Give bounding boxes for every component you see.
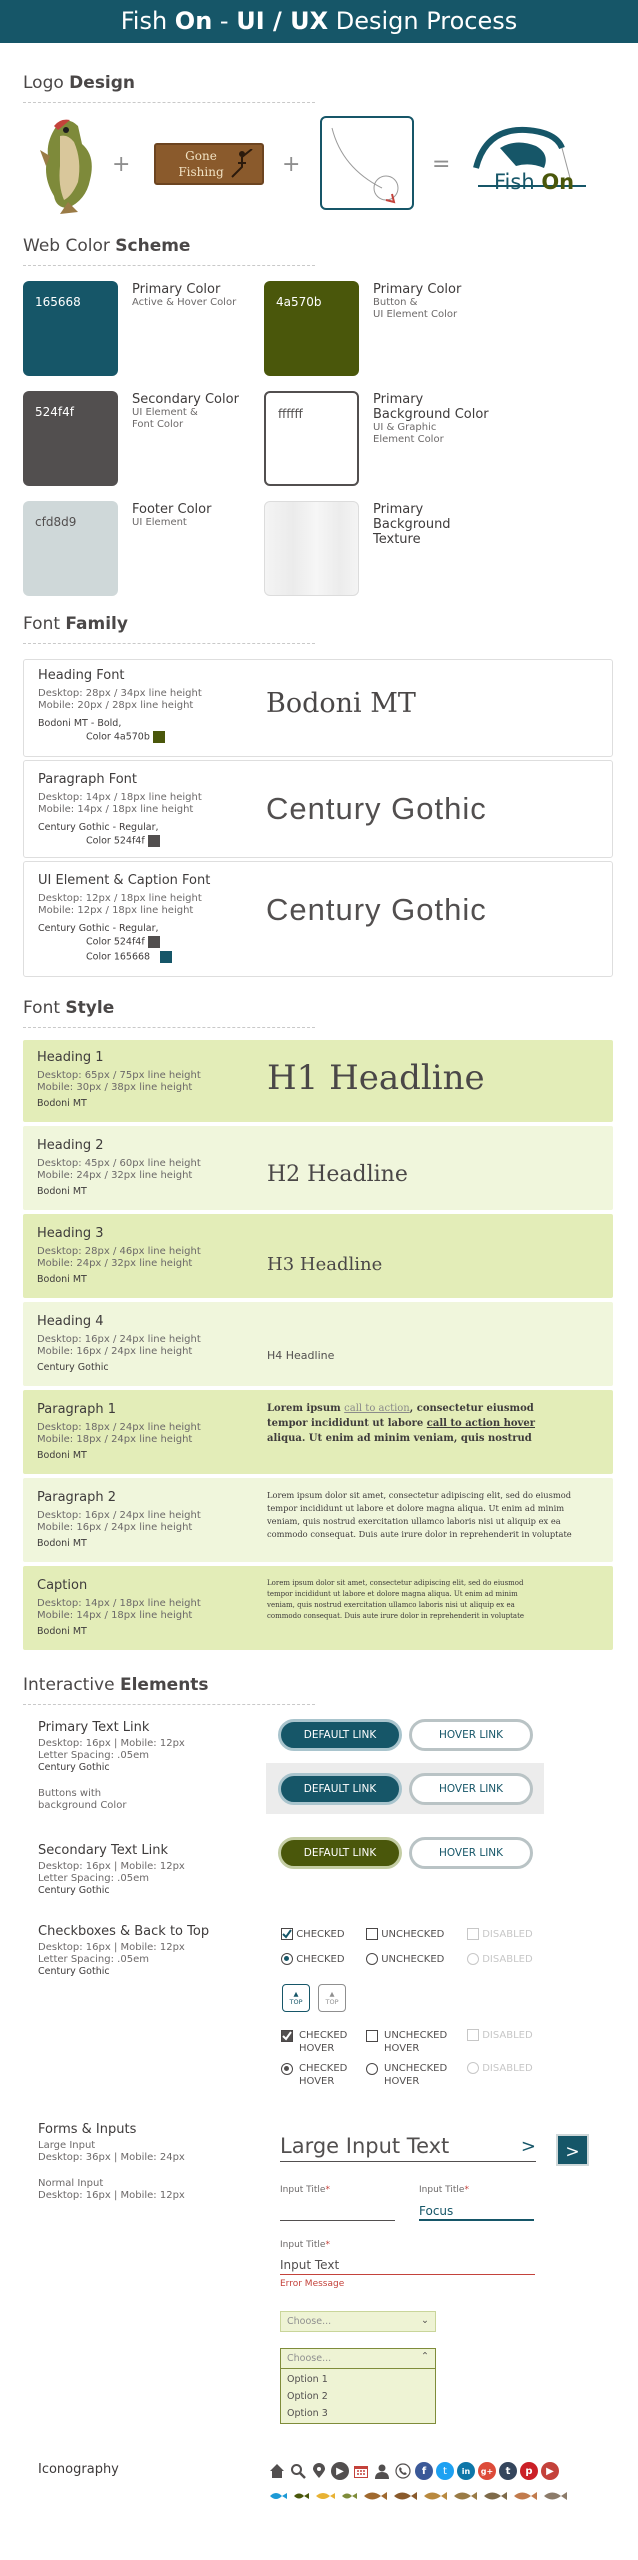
color-info: Primary Color Button & UI Element Color	[373, 282, 462, 320]
swatch-texture	[264, 501, 359, 596]
section-title-logo: Logo Design	[23, 73, 136, 93]
color-chip	[153, 731, 165, 743]
linkedin-icon[interactable]: in	[457, 2462, 475, 2480]
color-info: Secondary Color UI Element & Font Color	[132, 392, 239, 430]
chevron-up-icon: ▲	[329, 1990, 335, 1998]
fish-on-logo	[466, 118, 592, 208]
lure-icon	[314, 2490, 336, 2502]
lure-icon	[268, 2490, 288, 2502]
h4-sample: H4 Headline	[267, 1349, 335, 1362]
error-message: Error Message	[280, 2279, 345, 2289]
section-title-color: Web Color Scheme	[23, 236, 191, 256]
google-plus-icon[interactable]: g+	[478, 2462, 496, 2480]
user-icon[interactable]	[373, 2462, 391, 2480]
page-header: Fish On - UI / UX Design Process	[0, 0, 638, 43]
pinterest-icon[interactable]: p	[520, 2462, 538, 2480]
fish-icon	[362, 2489, 388, 2503]
font-sample: Century Gothic	[266, 791, 487, 826]
checkbox-spec: Checkboxes & Back to Top Desktop: 16px | Mobile: 12px Letter Spacing: .05em Century Gothic	[38, 1924, 210, 1977]
large-input[interactable]: Large Input Text >	[280, 2134, 536, 2162]
radio-checked[interactable]: CHECKED	[281, 1953, 345, 1965]
fish-icon	[392, 2489, 418, 2503]
section-title-interactive: Interactive Elements	[23, 1675, 209, 1695]
check-icon	[282, 1929, 292, 1939]
plank-line-1: Gone	[185, 149, 217, 163]
youtube-icon[interactable]: ▶	[541, 2462, 559, 2480]
checkbox-checked-hover[interactable]: CHECKED HOVER	[281, 2029, 347, 2055]
plus-sign: +	[282, 152, 301, 177]
fish-icon	[422, 2489, 448, 2503]
radio-disabled-hover: DISABLED	[467, 2062, 533, 2074]
call-to-action-hover-link[interactable]: call to action hover	[426, 1418, 535, 1429]
plus-sign: +	[112, 152, 131, 177]
fish-icon	[542, 2489, 568, 2503]
swatch-background-white: ffffff	[264, 391, 359, 486]
brand-wordmark: Fish On	[494, 170, 575, 194]
radio-unchecked[interactable]: UNCHECKED	[366, 1953, 444, 1965]
search-icon[interactable]	[289, 2462, 307, 2480]
error-input[interactable]: Input Text	[280, 2258, 535, 2275]
secondary-hover-link-button[interactable]: HOVER LINK	[409, 1837, 533, 1869]
color-chip	[160, 951, 172, 963]
twitter-icon[interactable]: t	[436, 2462, 454, 2480]
style-row-h4: Heading 4 Desktop: 16px / 24px line height Mobile: 16px / 24px line height Century Gothic H4 Headline	[23, 1302, 613, 1386]
swatch-secondary-gray: 524f4f	[23, 391, 118, 486]
fish-icon	[512, 2489, 538, 2503]
style-row-p2: Paragraph 2 Desktop: 16px / 24px line height Mobile: 16px / 24px line height Bodoni MT Lorem ipsum dolor sit amet, consectetur adipiscing elit, sed do eiusmod tempor incididunt ut labore et dolore magna aliqua. Ut enim ad minim veniam, quis nostrud exercitation ullamco laboris nisi ut aliquip ex ea commodo consequat. Duis aute irure dolor in reprehenderit in voluptate	[23, 1478, 613, 1562]
arrow-right-icon[interactable]: >	[520, 2136, 536, 2157]
checkbox-disabled: DISABLED	[467, 1928, 533, 1940]
section-title-font-family: Font Family	[23, 614, 128, 634]
h1-sample: H1 Headline	[267, 1058, 485, 1098]
radio-checked-hover[interactable]: CHECKED HOVER	[281, 2062, 347, 2088]
section-title-font-style: Font Style	[23, 998, 115, 1018]
lure-icon	[340, 2490, 358, 2502]
map-pin-icon[interactable]	[310, 2462, 328, 2480]
iconography-title: Iconography	[38, 2462, 119, 2477]
style-row-h3: Heading 3 Desktop: 28px / 46px line height Mobile: 24px / 32px line height Bodoni MT H3 Headline	[23, 1214, 613, 1298]
fisherman-icon	[228, 149, 256, 179]
phone-icon[interactable]	[394, 2462, 412, 2480]
default-link-button[interactable]: DEFAULT LINK	[278, 1719, 402, 1751]
secondary-default-link-button[interactable]: DEFAULT LINK	[278, 1837, 402, 1869]
divider	[23, 265, 315, 266]
h3-sample: H3 Headline	[267, 1254, 383, 1275]
secondary-link-spec: Secondary Text Link Desktop: 16px | Mobile: 12px Letter Spacing: .05em Century Gothic	[38, 1843, 185, 1896]
font-sample: Century Gothic	[266, 892, 487, 927]
call-to-action-link[interactable]: call to action	[344, 1403, 410, 1414]
p2-sample: Lorem ipsum dolor sit amet, consectetur adipiscing elit, sed do eiusmod tempor incididunt ut labore et dolore magna aliqua. Ut enim ad minim veniam, quis nostrud exercitation ullamco laboris nisi ut aliquip ex ea commodo consequat. Duis aute irure dolor in reprehenderit in voluptate	[267, 1490, 572, 1539]
select-option[interactable]: Option 1	[287, 2374, 328, 2385]
fish-icon	[482, 2489, 508, 2503]
chevron-down-icon: ⌄	[421, 2315, 429, 2326]
checkbox-checked[interactable]: CHECKED	[281, 1928, 345, 1940]
primary-link-spec: Primary Text Link Desktop: 16px | Mobile: 12px Letter Spacing: .05em Century Gothic Buttons with background Color	[38, 1720, 185, 1811]
tumblr-icon[interactable]: t	[499, 2462, 517, 2480]
radio-disabled: DISABLED	[467, 1953, 533, 1965]
lure-icon	[292, 2490, 310, 2502]
select-option[interactable]: Option 2	[287, 2391, 328, 2402]
icon-row	[268, 2462, 559, 2480]
normal-input[interactable]	[280, 2220, 395, 2221]
back-to-top-hover-button[interactable]: ▲ TOP	[318, 1984, 346, 2012]
divider	[23, 1704, 315, 1705]
default-link-button-bg[interactable]: DEFAULT LINK	[278, 1773, 402, 1805]
color-info: Primary Background Color UI & Graphic Element Color	[373, 392, 489, 445]
select-expanded[interactable]: Choose... ⌃ Option 1 Option 2 Option 3	[280, 2348, 436, 2424]
font-card-paragraph: Paragraph Font Desktop: 14px / 18px line height Mobile: 14px / 18px line height Century Gothic - Regular, Color 524f4f Century Gothic	[23, 760, 613, 858]
hover-link-button[interactable]: HOVER LINK	[409, 1719, 533, 1751]
style-row-h1: Heading 1 Desktop: 65px / 75px line height Mobile: 30px / 38px line height Bodoni MT H1 Headline	[23, 1040, 613, 1122]
color-info: Primary Color Active & Hover Color	[132, 282, 237, 308]
color-info: Footer Color UI Element	[132, 502, 212, 528]
chevron-up-icon: ▲	[293, 1990, 299, 1998]
fish-icon	[452, 2489, 478, 2503]
caption-sample: Lorem ipsum dolor sit amet, consectetur adipiscing elit, sed do eiusmod tempor incididunt ut labore et dolore magna aliqua. Ut enim ad minim veniam, quis nostrud exercitation ullamco laboris nisi ut aliquip ex ea commodo consequat. Duis aute irure dolor in reprehenderit in voluptate	[267, 1579, 525, 1620]
hover-link-button-bg[interactable]: HOVER LINK	[409, 1773, 533, 1805]
input-title-label: Input Title*	[280, 2240, 330, 2250]
font-sample: Bodoni MT	[266, 688, 416, 719]
h2-sample: H2 Headline	[267, 1162, 408, 1187]
equals-sign: =	[432, 152, 451, 177]
checkbox-disabled-hover: DISABLED	[467, 2029, 533, 2041]
font-card-heading: Heading Font Desktop: 28px / 34px line height Mobile: 20px / 28px line height Bodoni MT - Bold, Color 4a570b Bodoni MT	[23, 659, 613, 757]
divider	[23, 102, 315, 103]
chevron-up-icon: ⌃	[421, 2351, 429, 2362]
input-title-label: Input Title*	[419, 2185, 469, 2195]
divider	[23, 643, 315, 644]
calendar-icon[interactable]	[352, 2462, 370, 2480]
submit-arrow-button[interactable]: >	[556, 2134, 589, 2166]
back-to-top-button[interactable]: ▲ TOP	[282, 1984, 310, 2012]
fishing-line-hook-image	[320, 116, 414, 210]
select-option[interactable]: Option 3	[287, 2408, 328, 2419]
home-icon[interactable]	[268, 2462, 286, 2480]
facebook-icon[interactable]: f	[415, 2462, 433, 2480]
divider	[23, 1027, 315, 1028]
style-row-h2: Heading 2 Desktop: 45px / 60px line height Mobile: 24px / 32px line height Bodoni MT H2 Headline	[23, 1126, 613, 1210]
font-card-ui: UI Element & Caption Font Desktop: 12px / 18px line height Mobile: 12px / 18px line height Century Gothic - Regular, Color 524f4f Color 165668 Century Gothic	[23, 861, 613, 977]
color-chip	[148, 936, 160, 948]
checkbox-unchecked[interactable]: UNCHECKED	[366, 1928, 444, 1940]
gone-fishing-plank	[154, 143, 264, 185]
check-icon	[282, 2031, 292, 2041]
swatch-footer: cfd8d9	[23, 501, 118, 596]
radio-unchecked-hover[interactable]: UNCHECKED HOVER	[366, 2062, 447, 2088]
style-row-caption: Caption Desktop: 14px / 18px line height Mobile: 14px / 18px line height Bodoni MT Lorem ipsum dolor sit amet, consectetur adipiscing elit, sed do eiusmod tempor incididunt ut labore et dolore magna aliqua. Ut enim ad minim veniam, quis nostrud exercitation ullamco laboris nisi ut aliquip ex ea commodo consequat. Duis aute irure dolor in reprehenderit in voluptate	[23, 1566, 613, 1650]
checkbox-unchecked-hover[interactable]: UNCHECKED HOVER	[366, 2029, 447, 2055]
plank-line-2: Fishing	[178, 165, 224, 179]
swatch-primary-blue: 165668	[23, 281, 118, 376]
color-chip	[148, 835, 160, 847]
play-icon[interactable]: ▶	[331, 2462, 349, 2480]
swatch-primary-green: 4a570b	[264, 281, 359, 376]
color-info: Primary Background Texture	[373, 502, 451, 547]
bass-fish-image	[38, 116, 108, 214]
input-title-label: Input Title*	[280, 2185, 330, 2195]
fish-icon-row	[268, 2489, 568, 2503]
forms-spec: Forms & Inputs Large Input Desktop: 36px | Mobile: 24px Normal Input Desktop: 16px | Mobile: 12px	[38, 2122, 185, 2201]
focus-input[interactable]: Focus	[419, 2204, 534, 2221]
style-row-p1: Paragraph 1 Desktop: 18px / 24px line height Mobile: 18px / 24px line height Bodoni MT Lorem ipsum call to action, consectetur eiusmod tempor incididunt ut labore call to action hover aliqua. Ut enim ad minim veniam, quis nostrud	[23, 1390, 613, 1474]
select-collapsed[interactable]: Choose... ⌄	[280, 2311, 436, 2332]
p1-sample: Lorem ipsum call to action, consectetur eiusmod tempor incididunt ut labore call to action hover aliqua. Ut enim ad minim veniam, quis nostrud	[267, 1403, 535, 1444]
